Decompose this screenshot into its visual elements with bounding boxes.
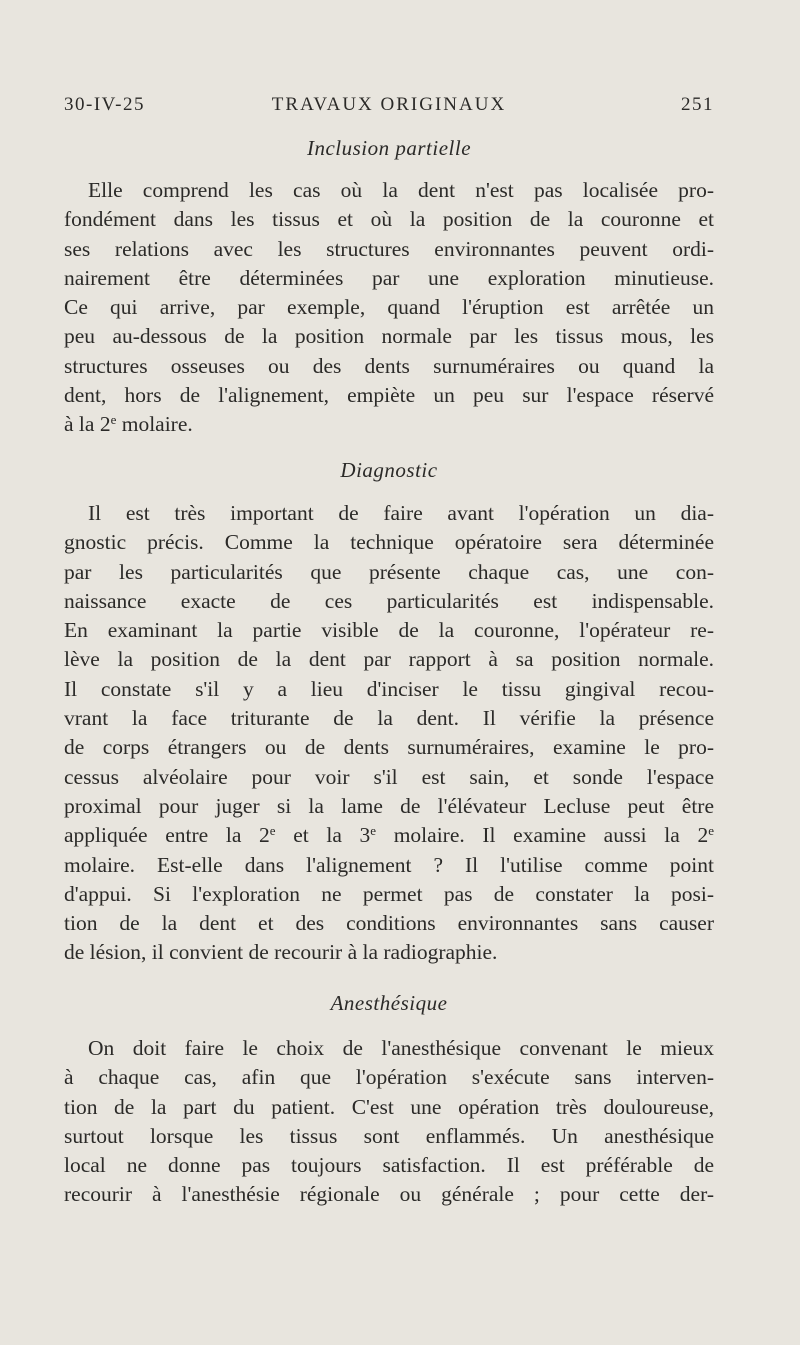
text-line: structures osseuses ou des dents surnuméraires ou quand la [64, 353, 714, 378]
header-title: TRAVAUX ORIGINAUX [271, 94, 507, 115]
text-line: de lésion, il convient de recourir à la radiographie. [64, 940, 498, 965]
text-line: nairement être déterminées par une exploration minutieuse. [64, 265, 714, 290]
text-line: recourir à l'anesthésie régionale ou générale ; pour cette der- [64, 1182, 714, 1207]
text-line: lève la position de la dent par rapport à sa position normale. [64, 647, 714, 672]
text-line: d'appui. Si l'exploration ne permet pas de constater la posi- [64, 881, 714, 906]
text-line: par les particularités que présente chaque cas, une con- [64, 559, 714, 584]
text-line: de corps étrangers ou de dents surnuméraires, examine le pro- [64, 735, 714, 760]
section-title-diagnostic: Diagnostic [340, 458, 438, 482]
text-line: molaire. Est-elle dans l'alignement ? Il l'utilise comme point [64, 852, 714, 877]
section-title-anesthesique: Anesthésique [330, 991, 448, 1015]
section-title-inclusion-partielle: Inclusion partielle [306, 136, 472, 160]
text-line: à chaque cas, afin que l'opération s'exécute sans interven- [64, 1065, 714, 1090]
paragraph-inclusion-partielle [64, 176, 714, 440]
text-line: Ce qui arrive, par exemple, quand l'éruption est arrêtée un [64, 295, 714, 320]
text-line: vrant la face triturante de la dent. Il vérifie la présence [64, 706, 714, 731]
text-line: local ne donne pas toujours satisfaction. Il est préférable de [64, 1153, 714, 1178]
text-line: naissance exacte de ces particularités est indispensable. [64, 588, 714, 613]
text-line: à la 2e molaire. [64, 412, 193, 437]
text-line: ses relations avec les structures environnantes peuvent ordi- [64, 236, 714, 261]
text-line: Il constate s'il y a lieu d'inciser le tissu gingival recou- [64, 676, 714, 701]
text-line: appliquée entre la 2e et la 3e molaire. Il examine aussi la 2e [64, 823, 714, 848]
text-line: fondément dans les tissus et où la position de la couronne et [64, 207, 714, 232]
text-line: En examinant la partie visible de la couronne, l'opérateur re- [64, 618, 714, 643]
paragraph-anesthesique [64, 1034, 714, 1210]
text-line: Elle comprend les cas où la dent n'est pas localisée pro- [88, 178, 714, 202]
text-line: peu au-dessous de la position normale par les tissus mous, les [64, 324, 714, 349]
text-line: surtout lorsque les tissus sont enflammés. Un anesthésique [64, 1123, 714, 1148]
text-line: Il est très important de faire avant l'opération un dia- [88, 501, 714, 525]
text-line: tion de la dent et des conditions environnantes sans causer [64, 911, 714, 936]
text-line: dent, hors de l'alignement, empiète un peu sur l'espace réservé [64, 383, 714, 408]
text-line: tion de la part du patient. C'est une opération très douloureuse, [64, 1094, 714, 1119]
text-line: proximal pour juger si la lame de l'élévateur Lecluse peut être [64, 793, 714, 818]
text-line: gnostic précis. Comme la technique opératoire sera déterminée [64, 530, 714, 555]
paragraph-diagnostic [64, 499, 714, 968]
running-header [64, 94, 714, 124]
text-line: On doit faire le choix de l'anesthésique convenant le mieux [88, 1036, 714, 1060]
header-date: 30-IV-25 [64, 94, 145, 115]
page-number: 251 [681, 94, 714, 115]
text-line: cessus alvéolaire pour voir s'il est sain, et sonde l'espace [64, 764, 714, 789]
